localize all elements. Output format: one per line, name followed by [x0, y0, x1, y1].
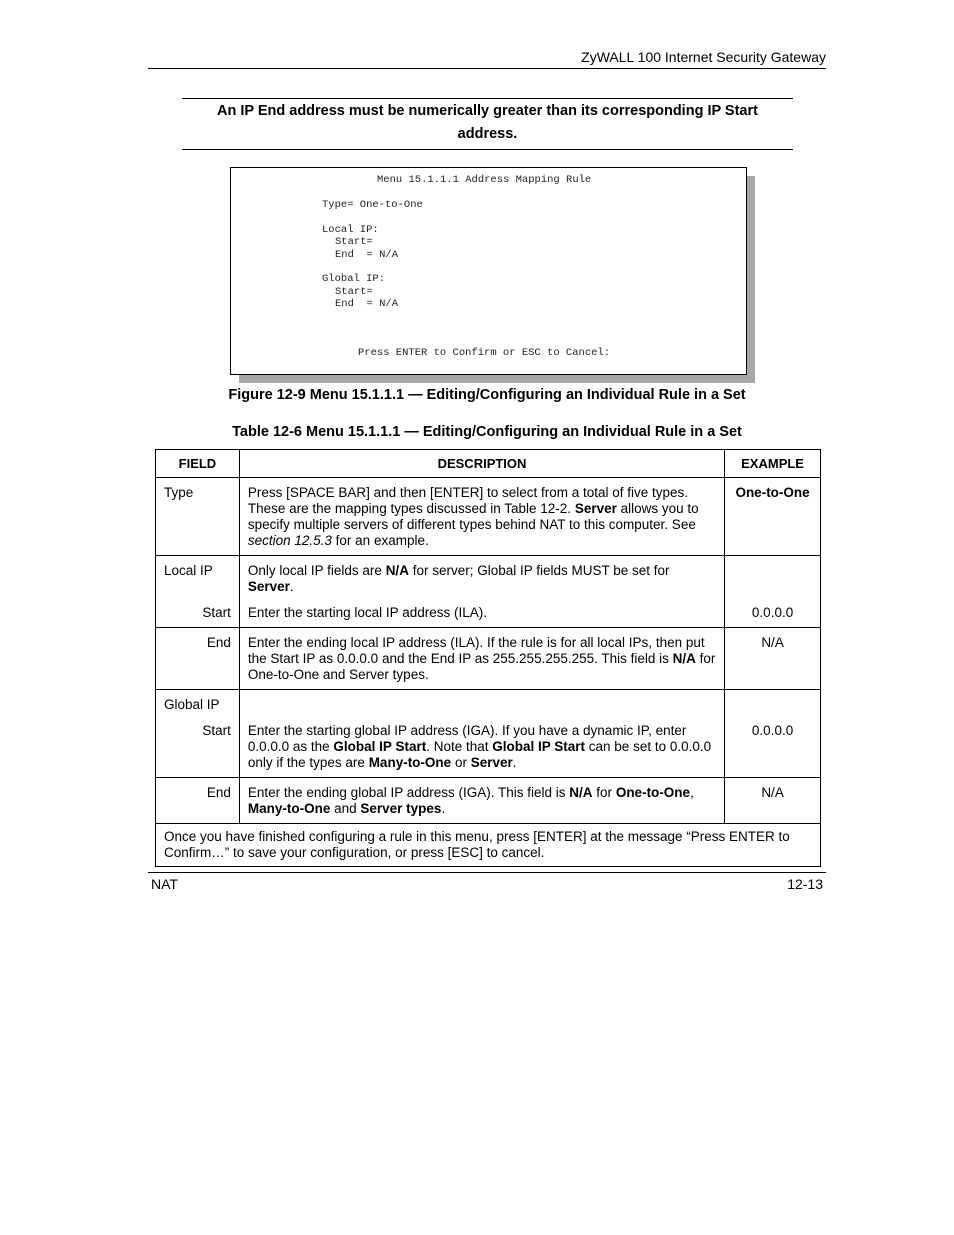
page-footer [148, 872, 826, 893]
terminal-screen [230, 167, 747, 375]
field-global-end: End [206, 785, 231, 800]
field-local-ip: Local IP [164, 563, 213, 578]
example-local-end: N/A [761, 635, 784, 650]
figure-caption: Figure 12-9 Menu 15.1.1.1 — Editing/Configuring an Individual Rule in a Set [228, 387, 746, 403]
example-global-end: N/A [761, 785, 784, 800]
table-footer-text: Once you have finished configuring a rule in this menu, press [ENTER] at the message “Press ENTER to Confirm…” to save your configuration, or press [ESC] to cancel. [164, 829, 790, 860]
desc-local-end: Enter the ending local IP address (ILA). If the rule is for all local IPs, then put the Start IP as 0.0.0.0 and the End IP as 255.255.255.255. This field is N/A for One-to-One and Server types. [247, 635, 716, 682]
screen-type-line: Type= One-to-One [322, 199, 423, 211]
field-table [155, 449, 821, 867]
field-global-start: Start [202, 723, 231, 738]
note-text: An IP End address must be numerically greater than its corresponding IP Start address. [217, 103, 758, 142]
note-box [182, 98, 793, 150]
table-row-local-end [156, 628, 821, 690]
field-type: Type [164, 485, 194, 500]
table-footer-row [156, 824, 821, 867]
desc-global-end: Enter the ending global IP address (IGA). This field is N/A for One-to-One, Many-to-One and Server types. [247, 785, 694, 816]
screen-local-end: End = N/A [335, 249, 399, 261]
table-row-global-end [156, 778, 821, 824]
screen-global-start: Start= [335, 286, 373, 298]
field-local-end: End [206, 635, 231, 650]
footer-section: NAT [151, 876, 178, 892]
header-field: FIELD [156, 450, 240, 478]
table-row-local-ip [156, 556, 821, 628]
desc-local-start: Enter the starting local IP address (ILA). [247, 605, 487, 620]
header-title: ZyWALL 100 Internet Security Gateway [581, 49, 826, 65]
footer-page-number: 12-13 [787, 876, 823, 892]
field-global-ip: Global IP [164, 697, 220, 712]
table-row-type [156, 478, 821, 556]
desc-type: Press [SPACE BAR] and then [ENTER] to select from a total of five types. These are the mapping types discussed in Table 12-2. Server allows you to specify multiple servers of different types behind NAT to this computer. See section 12.5.3 for an example. [247, 485, 699, 548]
desc-local-ip: Only local IP fields are N/A for server; Global IP fields MUST be set for Server. [247, 563, 670, 594]
table-header-row [156, 450, 821, 478]
header-example: EXAMPLE [725, 450, 821, 478]
screen-title: Menu 15.1.1.1 Address Mapping Rule [377, 174, 592, 186]
screen-local-start: Start= [335, 236, 373, 248]
desc-global-start: Enter the starting global IP address (IGA). If you have a dynamic IP, enter 0.0.0.0 as the Global IP Start. Note that Global IP Start can be set to 0.0.0.0 only if the types are Many-to-One or Server. [247, 723, 712, 770]
page-header [148, 47, 826, 69]
screen-local-label: Local IP: [322, 224, 379, 236]
screen-global-label: Global IP: [322, 273, 386, 285]
field-local-start: Start [202, 605, 231, 620]
example-global-start: 0.0.0.0 [751, 723, 794, 738]
screen-global-end: End = N/A [335, 298, 399, 310]
table-row-global-ip [156, 690, 821, 778]
example-type: One-to-One [735, 485, 810, 500]
table-caption: Table 12-6 Menu 15.1.1.1 — Editing/Configuring an Individual Rule in a Set [232, 424, 742, 440]
screen-prompt: Press ENTER to Confirm or ESC to Cancel: [358, 347, 611, 359]
example-local-start: 0.0.0.0 [751, 605, 794, 620]
header-description: DESCRIPTION [239, 450, 724, 478]
